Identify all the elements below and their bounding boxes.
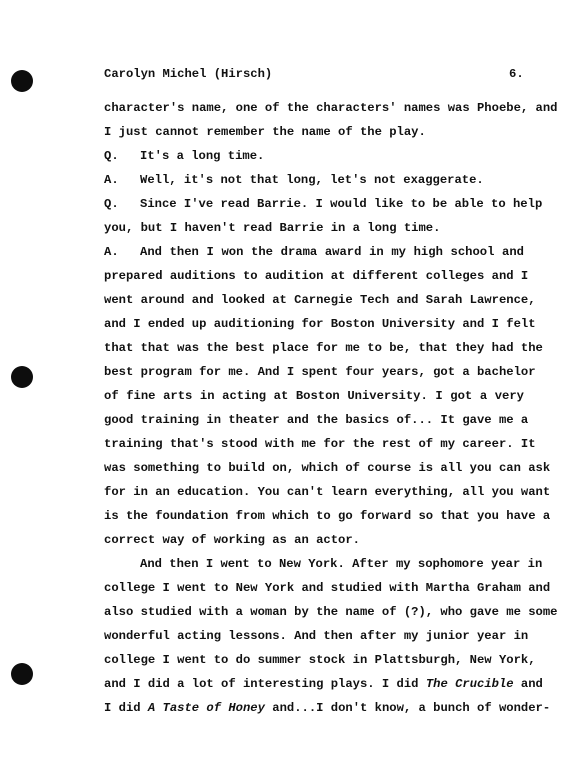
punch-hole-bottom (11, 663, 33, 685)
speaker-label: Q. (104, 149, 119, 163)
transcript-line: prepared auditions to audition at different colleges and I (104, 269, 529, 283)
transcript-line: college I went to do summer stock in Plattsburgh, New York, (104, 653, 536, 667)
transcript-line: wonderful acting lessons. And then after my junior year in (104, 629, 529, 643)
play-title: A Taste of Honey (147, 701, 265, 715)
transcript-line: Q. It's a long time. (104, 149, 265, 163)
transcript-line: was something to build on, which of course is all you can ask (104, 461, 551, 475)
speaker-label: Q. (104, 197, 119, 211)
transcript-line: I did A Taste of Honey and...I don't know, a bunch of wonder- (104, 701, 551, 715)
transcript-line: for in an education. You can't learn everything, all you want (104, 485, 551, 499)
transcript-line: Q. Since I've read Barrie. I would like to be able to help (104, 197, 543, 211)
transcript-line: of fine arts in acting at Boston University. I got a very (104, 389, 524, 403)
punch-hole-middle (11, 366, 33, 388)
transcript-line: also studied with a woman by the name of (?), who gave me some (104, 605, 558, 619)
page-number: 6. (509, 67, 524, 81)
play-title: The Crucible (425, 677, 514, 691)
transcript-line: you, but I haven't read Barrie in a long time. (104, 221, 441, 235)
transcript-line: correct way of working as an actor. (104, 533, 360, 547)
transcript-line: A. Well, it's not that long, let's not exaggerate. (104, 173, 484, 187)
transcript-line: and I did a lot of interesting plays. I did The Crucible and (104, 677, 543, 691)
transcript-line: best program for me. And I spent four years, got a bachelor (104, 365, 536, 379)
transcript-line: went around and looked at Carnegie Tech and Sarah Lawrence, (104, 293, 536, 307)
punch-hole-top (11, 70, 33, 92)
transcript-line: training that's stood with me for the rest of my career. It (104, 437, 536, 451)
transcript-line: And then I went to New York. After my sophomore year in (140, 557, 543, 571)
speaker-label: A. (104, 173, 119, 187)
page-header-name: Carolyn Michel (Hirsch) (104, 67, 273, 81)
transcript-line: college I went to New York and studied with Martha Graham and (104, 581, 551, 595)
transcript-line: character's name, one of the characters' names was Phoebe, and (104, 101, 558, 115)
transcript-line: A. And then I won the drama award in my high school and (104, 245, 524, 259)
transcript-line: good training in theater and the basics of... It gave me a (104, 413, 529, 427)
speaker-label: A. (104, 245, 119, 259)
transcript-line: and I ended up auditioning for Boston University and I felt (104, 317, 536, 331)
transcript-line: is the foundation from which to go forward so that you have a (104, 509, 551, 523)
transcript-line: that that was the best place for me to be, that they had the (104, 341, 543, 355)
transcript-line: I just cannot remember the name of the play. (104, 125, 426, 139)
